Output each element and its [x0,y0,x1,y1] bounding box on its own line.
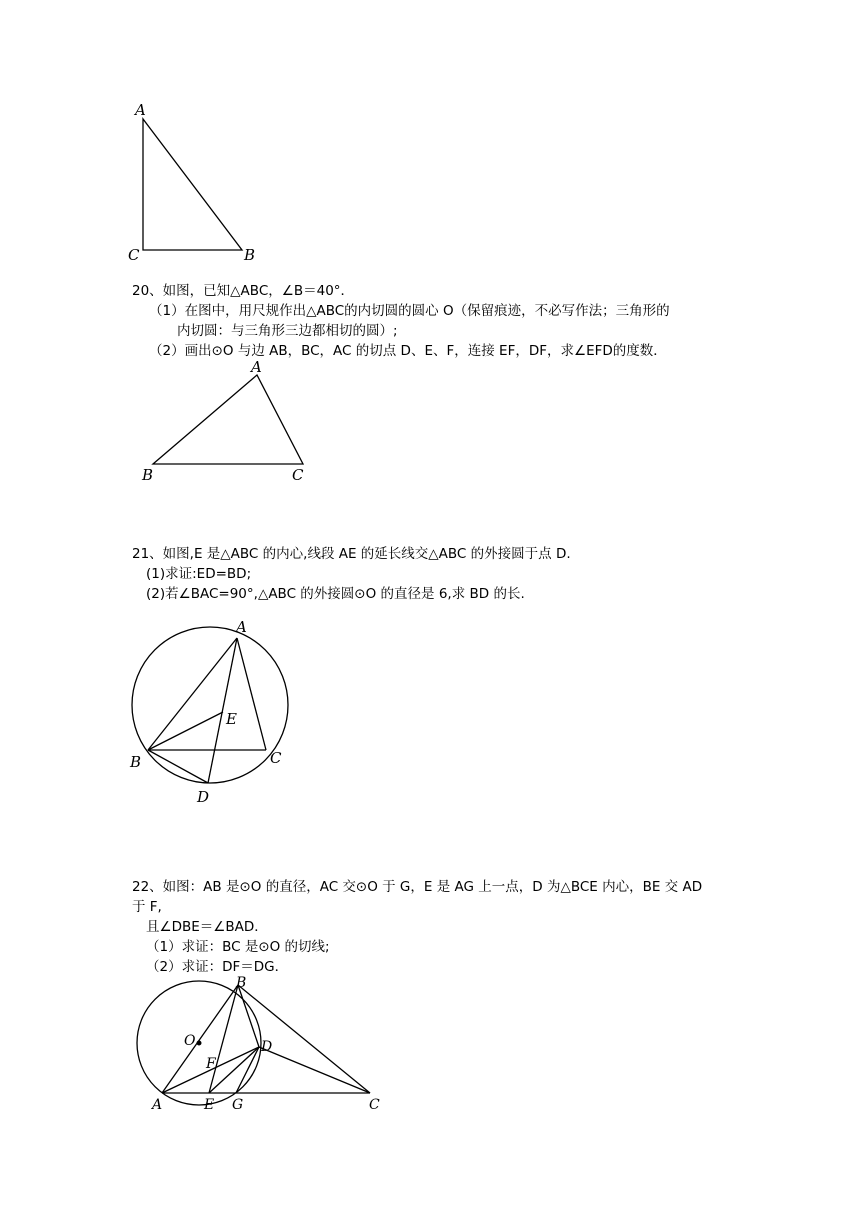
label-c-22: C [369,1097,380,1113]
segment-bd [148,750,208,783]
segment-de [209,1047,259,1093]
label-o-22: O [184,1033,196,1049]
circumcircle [132,627,288,783]
segment-be [209,985,238,1093]
label-d-21: D [197,788,210,806]
q22-line-1: 22、如图：AB 是⊙O 的直径，AC 交⊙O 于 G，E 是 AG 上一点，D 为△BCE 内心，BE 交 AD [132,879,703,895]
q22-line-4: （1）求证：BC 是⊙O 的切线; [146,939,330,955]
triangle-abc-right [143,119,242,250]
label-a-22: A [152,1097,163,1113]
label-a-21: A [236,618,247,636]
figure-right-triangle [120,95,280,270]
label-c: C [128,246,140,264]
figure-circle-22 [120,972,390,1117]
label-f-22: F [206,1056,216,1072]
segment-ac [237,638,266,750]
segment-be [148,712,223,750]
label-a-20: A [251,358,262,376]
q22-line-2: 于 F, [132,899,162,915]
figure-triangle-20 [130,358,330,488]
triangle-abc-20 [153,375,303,464]
label-b-20: B [142,466,154,484]
segment-dg [236,1047,259,1093]
label-b-21: B [130,753,142,771]
label-b: B [244,246,256,264]
q21-line-1: 21、如图,E 是△ABC 的内心,线段 AE 的延长线交△ABC 的外接圆于点 D. [132,546,571,562]
q21-line-2: (1)求证:ED=BD; [146,566,252,582]
figure-circle-21 [120,615,320,810]
label-e-21: E [226,710,237,728]
segment-ab [148,638,237,750]
label-d-22: D [261,1039,273,1055]
q22-line-5: （2）求证：DF＝DG． [146,959,289,975]
q20-line-3: 内切圆：与三角形三边都相切的圆）; [177,323,398,339]
segment-dc [259,1047,370,1093]
label-a: A [135,101,146,119]
label-e-22: E [204,1097,215,1113]
q20-line-2: （1）在图中，用尺规作出△ABC的内切圆的圆心 O（保留痕迹，不必写作法；三角形的 [149,303,670,319]
label-c-20: C [292,466,304,484]
label-b-22: B [236,975,247,991]
q21-line-3: (2)若∠BAC=90°,△ABC 的外接圆⊙O 的直径是 6,求 BD 的长. [146,586,525,602]
segment-bc [238,985,370,1093]
q20-line-1: 20、如图，已知△ABC，∠B＝40°． [132,283,355,299]
label-c-21: C [270,749,282,767]
label-g-22: G [232,1097,244,1113]
q22-line-3: 且∠DBE＝∠BAD． [146,919,268,935]
q20-line-4: （2）画出⊙O 与边 AB，BC，AC 的切点 D、E、F，连接 EF，DF，求∠EFD的度数． [149,343,667,359]
